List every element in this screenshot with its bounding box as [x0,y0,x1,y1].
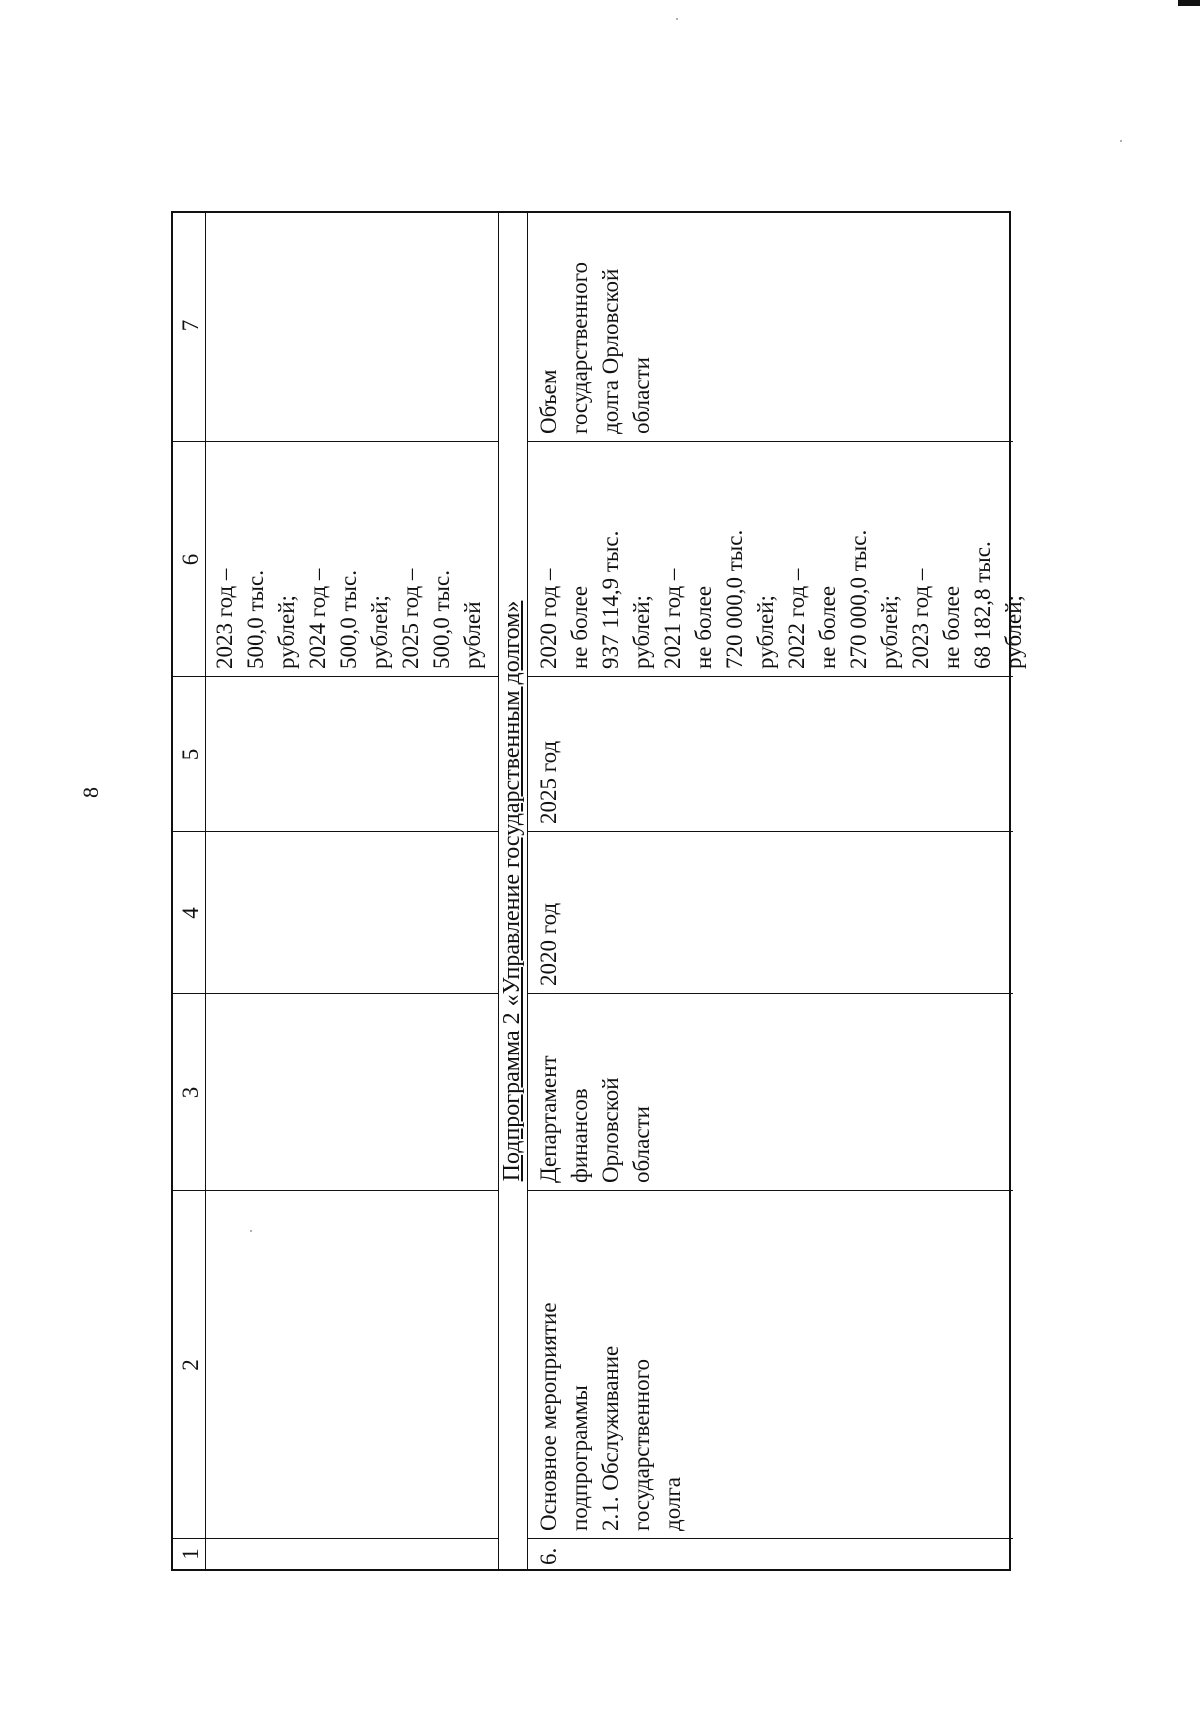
column-number-7: 7 [178,319,203,332]
column-rule [173,1190,498,1191]
column-number-2: 2 [178,1359,203,1371]
scan-speck [1120,140,1122,142]
column-number-1: 1 [178,1548,203,1560]
scan-speck [676,18,678,20]
funding-cell: 2020 год – не более 937 114,9 тыс. рублей; 2021 год – не более 720 000,0 тыс. рублей; 2022 год – не более 270 000,0 тыс. рублей; 2023 год – не более 68 182,8 тыс. рублей; [536,529,1026,669]
column-number-4: 4 [178,907,203,919]
activity-name-cell: Основное мероприятие подпрограммы 2.1. Обслуживание государственного долга [536,1302,685,1531]
indicator-cell: Объем государственного долга Орловской области [536,262,654,434]
row-number-cell: 6. [536,1547,561,1565]
column-number-3: 3 [178,1086,203,1099]
executor-cell: Департамент финансов Орловской области [536,1055,654,1183]
scan-mark [1178,0,1200,6]
subprogram-title [498,213,527,1569]
column-rule [527,831,1013,832]
column-number-6: 6 [178,553,203,566]
column-rule [173,831,498,832]
row-rule [527,213,528,1569]
prev-row-funding-cell: 2023 год – 500,0 тыс. рублей; 2024 год – 500,0 тыс. рублей; 2025 год – 500,0 тыс. рублей [212,568,485,669]
column-number-5: 5 [178,748,203,761]
start-year-cell: 2020 год [536,902,561,986]
row-rule [205,213,206,1569]
column-number-row [173,213,205,1569]
end-year-cell: 2025 год [536,740,561,824]
column-rule [173,1538,498,1539]
subprogram-title-text: Подпрограмма 2 «Управление государственным долгом» [499,600,525,1182]
column-rule [173,993,498,994]
activities-table [171,211,1026,1571]
page-number: 8 [78,787,103,798]
